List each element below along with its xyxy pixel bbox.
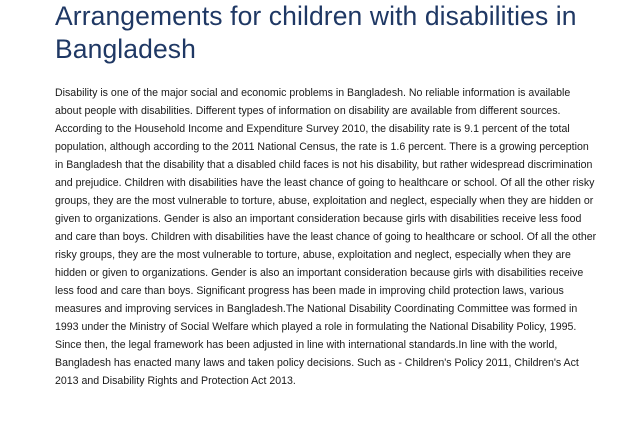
document-paragraph: Disability is one of the major social and economic problems in Bangladesh. No reliable information is available about people with disabilities. Different types of information on disability are available from different sources. According to the Household Income and Expenditure Survey 2010, the disability rate is 9.1 percent of the total population, although according to the 2011 National Census, the rate is 1.6 percent. There is a growing perception in Bangladesh that the disability that a disabled child faces is not his disability, but rather widespread discrimination and prejudice. Children with disabilities have the least chance of going to healthcare or school. Of all the other risky groups, they are the most vulnerable to torture, abuse, exploitation and neglect, especially when they are hidden or given to organizations. Gender is also an important consideration because girls with disabilities receive less food and care than boys. Children with disabilities have the least chance of going to healthcare or school. Of all the other risky groups, they are the most vulnerable to torture, abuse, exploitation and neglect, especially when they are hidden or given to organizations. Gender is also an important consideration because girls with disabilities receive less food and care than boys. Significant progress has been made in improving child protection laws, various measures and improving services in Bangladesh.The National Disability Coordinating Committee was formed in 1993 under the Ministry of Social Welfare which played a role in formulating the National Disability Policy, 1995. Since then, the legal framework has been adjusted in line with international standards.In line with the world, Bangladesh has enacted many laws and taken policy decisions. Such as - Children's Policy 2011, Children's Act 2013 and Disability Rights and Protection Act 2013. (55, 87, 597, 387)
document-title: Arrangements for children with disabilities in Bangladesh (55, 1, 577, 64)
